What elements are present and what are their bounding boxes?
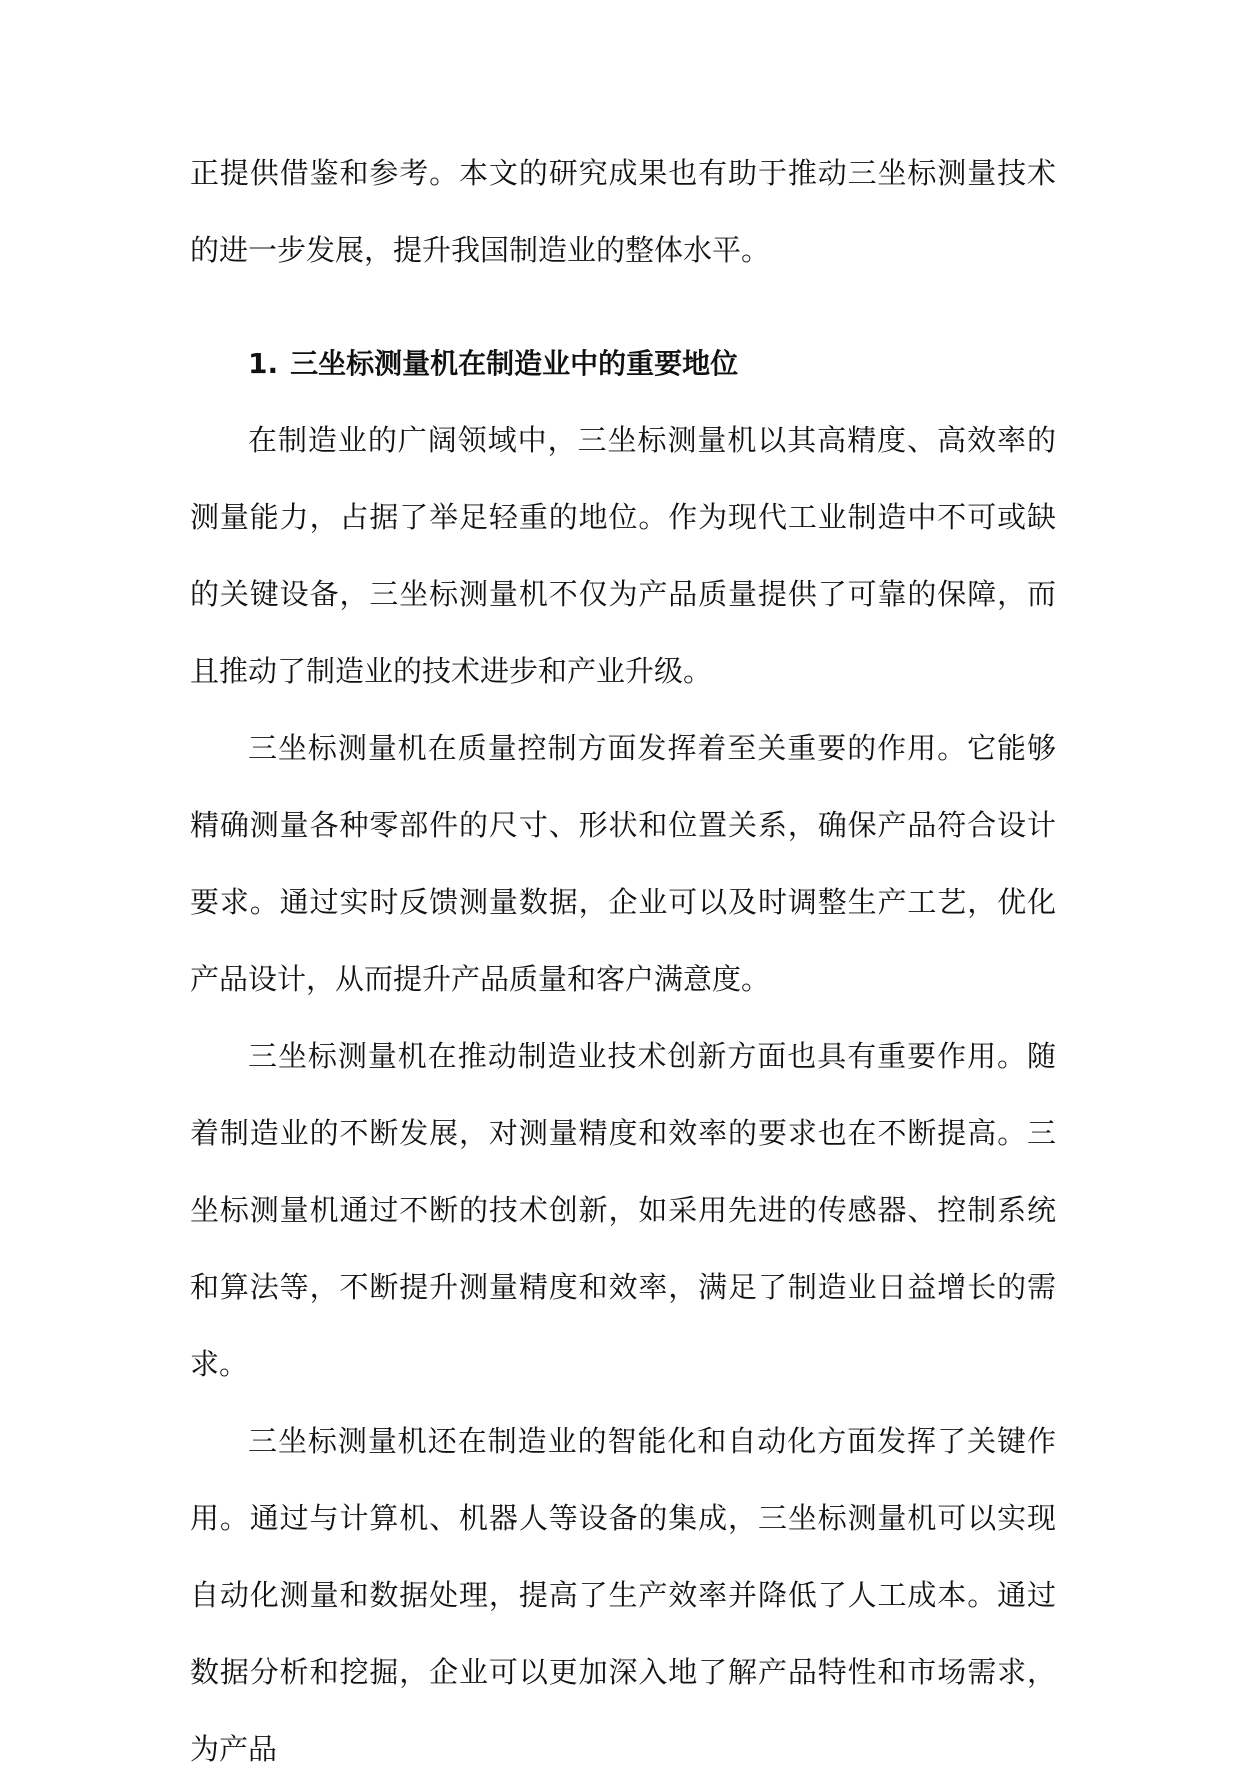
section-number: 1. — [248, 347, 279, 380]
section-title: 三坐标测量机在制造业中的重要地位 — [290, 347, 739, 380]
section-heading — [190, 325, 1056, 402]
body-paragraph-4: 三坐标测量机还在制造业的智能化和自动化方面发挥了关键作用。通过与计算机、机器人等设备的集成，三坐标测量机可以实现自动化测量和数据处理，提高了生产效率并降低了人工成本。通过数据分析和挖掘，企业可以更加深入地了解产品特性和市场需求，为产品 — [190, 1424, 1056, 1766]
body-paragraph-1: 在制造业的广阔领域中，三坐标测量机以其高精度、高效率的测量能力，占据了举足轻重的地位。作为现代工业制造中不可或缺的关键设备，三坐标测量机不仅为产品质量提供了可靠的保障，而且推动了制造业的技术进步和产业升级。 — [190, 423, 1056, 688]
continuation-paragraph: 正提供借鉴和参考。本文的研究成果也有助于推动三坐标测量技术的进一步发展，提升我国制造业的整体水平。 — [190, 156, 1056, 267]
page-content — [190, 135, 1056, 1788]
body-paragraph-2: 三坐标测量机在质量控制方面发挥着至关重要的作用。它能够精确测量各种零部件的尺寸、形状和位置关系，确保产品符合设计要求。通过实时反馈测量数据，企业可以及时调整生产工艺，优化产品设计，从而提升产品质量和客户满意度。 — [190, 731, 1056, 996]
body-paragraph-3: 三坐标测量机在推动制造业技术创新方面也具有重要作用。随着制造业的不断发展，对测量精度和效率的要求也在不断提高。三坐标测量机通过不断的技术创新，如采用先进的传感器、控制系统和算法等，不断提升测量精度和效率，满足了制造业日益增长的需求。 — [190, 1039, 1056, 1381]
